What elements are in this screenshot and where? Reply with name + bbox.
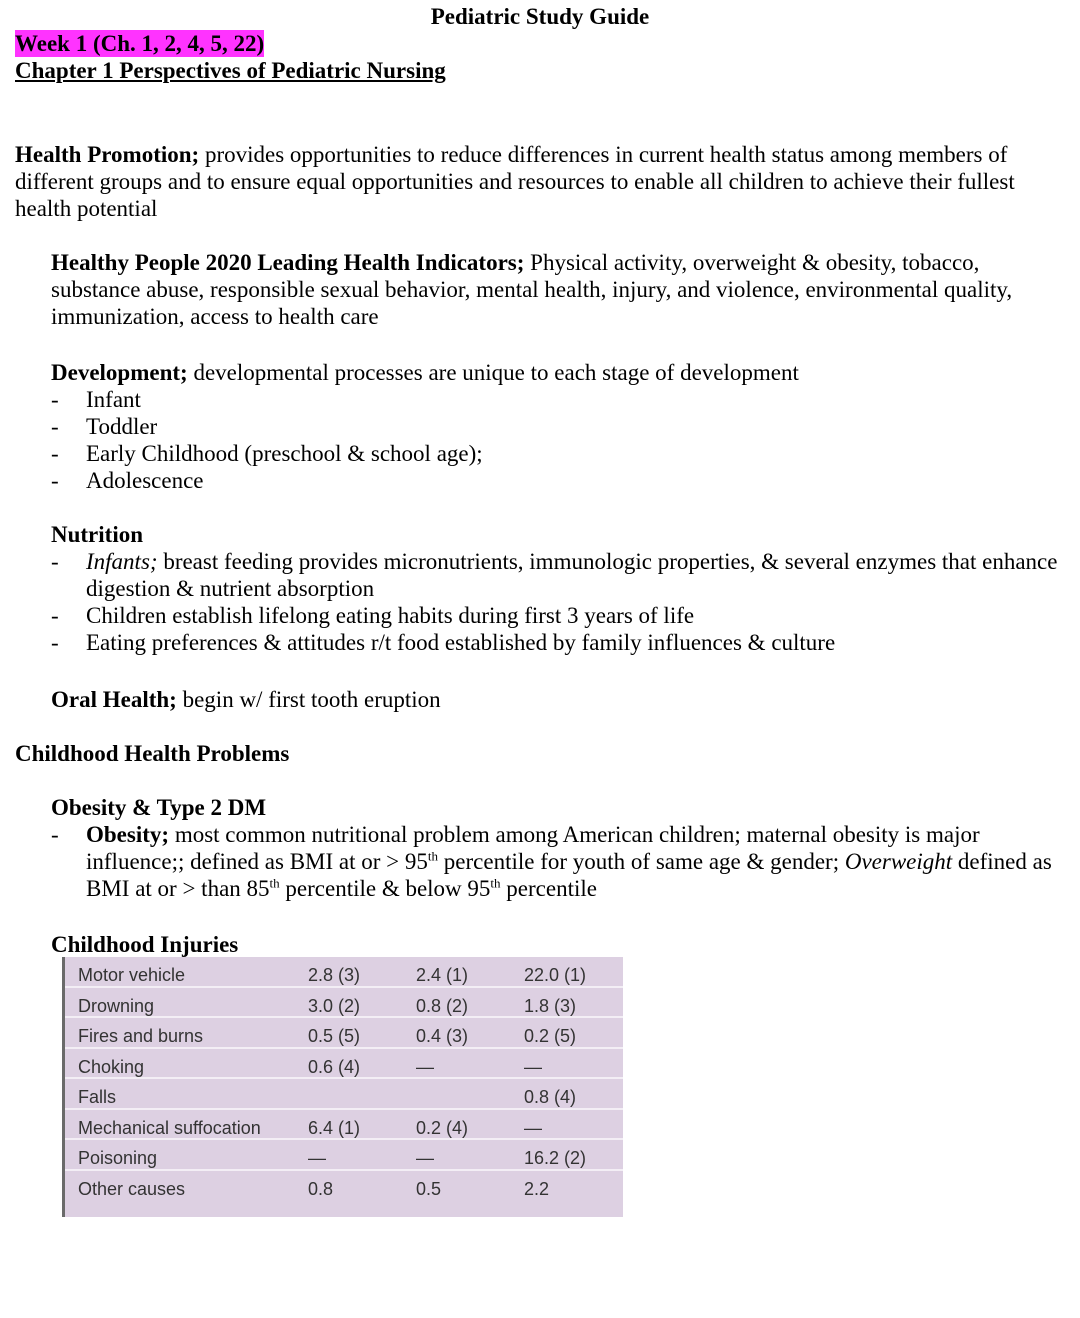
value-cell: 16.2 (2) <box>524 1148 587 1168</box>
development-text: developmental processes are unique to each stage of development <box>187 360 799 385</box>
table-row <box>65 957 623 988</box>
table-row <box>65 988 623 1019</box>
value-cell: 0.2 (4) <box>416 1117 469 1138</box>
infants-term: Infants; <box>86 549 158 574</box>
value-cell: 0.8 <box>308 1178 334 1199</box>
development-list <box>51 386 1061 494</box>
document-title: Pediatric Study Guide <box>430 4 650 29</box>
healthy-people-text: Physical activity, overweight & obesity, tobacco, substance abuse, responsible sexual behavior, mental health, injury, and violence, environmental quality, immunization, access to health care <box>51 250 1013 329</box>
cause-cell: Choking <box>78 1056 145 1077</box>
table-row <box>65 1049 623 1080</box>
value-cell: 0.5 <box>416 1178 442 1199</box>
value-cell: 0.8 (2) <box>416 995 469 1016</box>
value-cell: 6.4 (1) <box>308 1117 361 1138</box>
cause-cell: Mechanical suffocation <box>78 1117 261 1138</box>
obesity-text-e: percentile <box>500 876 597 901</box>
list-item <box>51 821 1061 902</box>
cause-cell: Motor vehicle <box>78 965 186 985</box>
superscript: th <box>269 875 280 891</box>
value-cell: — <box>416 1148 434 1168</box>
healthy-people-term: Healthy People 2020 Leading Health Indicators; <box>51 250 525 275</box>
list-item: - Eating preferences & attitudes r/t food established by family influences & culture <box>51 629 1061 656</box>
value-cell: 2.4 (1) <box>416 965 469 985</box>
week-heading: Week 1 (Ch. 1, 2, 4, 5, 22) <box>15 31 265 56</box>
superscript: th <box>490 875 501 891</box>
value-cell: 22.0 (1) <box>524 965 587 985</box>
injury-table-image <box>62 957 623 1217</box>
health-promotion-paragraph <box>15 141 1060 222</box>
value-cell: 0.6 (4) <box>308 1056 361 1077</box>
obesity-section <box>51 794 1061 902</box>
value-cell: 2.2 <box>524 1178 550 1199</box>
obesity-text-c: defined as BMI at or > than 85 <box>86 849 1052 901</box>
oral-health-text: begin w/ first tooth eruption <box>176 687 441 712</box>
obesity-text-a: most common nutritional problem among American children; maternal obesity is major influence;; defined as BMI at or > 95 <box>86 822 980 874</box>
development-section <box>51 359 1061 494</box>
value-cell: 0.2 (5) <box>524 1026 577 1046</box>
table-row <box>65 1110 623 1141</box>
value-cell: 0.4 (3) <box>416 1026 469 1046</box>
table-row <box>65 1171 623 1202</box>
value-cell: 3.0 (2) <box>308 995 361 1016</box>
overweight-term: Overweight <box>844 849 953 874</box>
table-row <box>65 1018 623 1049</box>
superscript: th <box>427 848 439 864</box>
cause-cell: Falls <box>78 1087 117 1107</box>
table-row <box>65 1079 623 1110</box>
healthy-people-paragraph <box>51 249 1061 330</box>
childhood-problems-heading-text: Childhood Health Problems <box>15 741 290 766</box>
list-item: - Adolescence <box>51 467 1061 494</box>
value-cell: — <box>308 1148 326 1168</box>
list-item: - Infant <box>51 386 1061 413</box>
health-promotion-text: provides opportunities to reduce differences in current health status among members of different groups and to ensure equal opportunities and resources to enable all children to achieve their fullest health potential <box>15 142 1015 221</box>
obesity-text-b: percentile for youth of same age & gender; <box>438 849 845 874</box>
childhood-injuries-heading <box>51 931 1061 958</box>
value-cell: — <box>524 1117 542 1138</box>
nutrition-list <box>51 548 1061 656</box>
development-paragraph <box>51 359 1061 386</box>
value-cell: 1.8 (3) <box>524 995 577 1016</box>
obesity-heading-text: Obesity & Type 2 DM <box>51 795 267 820</box>
obesity-list <box>51 821 1061 902</box>
nutrition-heading-text: Nutrition <box>51 522 143 547</box>
cause-cell: Fires and burns <box>78 1026 204 1046</box>
cause-cell: Other causes <box>78 1178 186 1199</box>
table-row <box>65 1140 623 1171</box>
list-item: - Early Childhood (preschool & school age); <box>51 440 1061 467</box>
value-cell: 0.8 (4) <box>524 1087 577 1107</box>
list-item: - Children establish lifelong eating habits during first 3 years of life <box>51 602 1061 629</box>
nutrition-heading <box>51 521 1061 548</box>
value-cell: — <box>416 1056 434 1077</box>
value-cell: 2.8 (3) <box>308 965 361 985</box>
development-term: Development; <box>51 360 188 385</box>
infants-text: breast feeding provides micronutrients, immunologic properties, & several enzymes that enhance digestion & nutrient absorption <box>86 549 1058 601</box>
cause-cell: Drowning <box>78 995 155 1016</box>
childhood-problems-heading <box>15 740 1060 767</box>
list-item <box>51 548 1061 602</box>
obesity-term: Obesity; <box>86 822 170 847</box>
value-cell: — <box>524 1056 542 1077</box>
obesity-heading <box>51 794 1061 821</box>
oral-health-paragraph <box>51 686 1061 713</box>
list-item: - Toddler <box>51 413 1061 440</box>
obesity-text-d: percentile & below 95 <box>279 876 491 901</box>
oral-health-term: Oral Health; <box>51 687 177 712</box>
chapter-heading: Chapter 1 Perspectives of Pediatric Nursing <box>15 58 446 83</box>
nutrition-section <box>51 521 1061 656</box>
childhood-injuries-heading-text: Childhood Injuries <box>51 932 239 957</box>
health-promotion-term: Health Promotion; <box>15 142 200 167</box>
value-cell: 0.5 (5) <box>308 1026 361 1046</box>
cause-cell: Poisoning <box>78 1148 158 1168</box>
